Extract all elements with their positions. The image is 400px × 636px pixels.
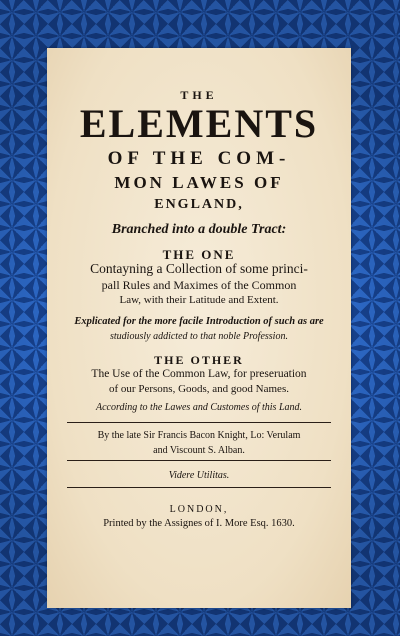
title-page [47, 48, 351, 608]
imprint-printer: Printed by the Assignes of I. More Esq. 1630. [103, 518, 295, 529]
divider-rule [67, 460, 331, 461]
title-line-the: THE [180, 88, 218, 102]
divider-rule [67, 487, 331, 488]
title-line-mon-lawes: MON LAWES OF [114, 173, 284, 192]
according-line: According to the Lawes and Customes of this Land. [95, 402, 303, 413]
section-one-line-3: Law, with their Latitude and Extent. [119, 294, 279, 306]
title-elements: ELEMENTS [79, 101, 319, 146]
section-heading-the-other: THE OTHER [154, 353, 244, 367]
section-other-line-1: The Use of the Common Law, for preseruation [91, 368, 307, 380]
explicated-line-2: studiously addicted to that noble Profession. [110, 331, 288, 342]
section-one-line-2: pall Rules and Maximes of the Common [101, 278, 297, 292]
subtitle-branched: Branched into a double Tract: [111, 222, 287, 237]
divider-rule [67, 422, 331, 423]
title-line-of-the-com: OF THE COM- [107, 148, 291, 169]
section-one-line-1: Contayning a Collection of some princi- [90, 261, 308, 276]
author-line-1: By the late Sir Francis Bacon Knight, Lo: Verulam [97, 430, 301, 441]
section-heading-the-one: THE ONE [162, 247, 236, 262]
author-line-2: and Viscount S. Alban. [153, 445, 245, 456]
section-other-line-2: of our Persons, Goods, and good Names. [109, 383, 289, 395]
imprint-place: LONDON, [169, 504, 229, 515]
explicated-line-1: Explicated for the more facile Introduction of such as are [74, 316, 324, 327]
title-line-england: ENGLAND, [154, 197, 244, 212]
motto: Videre Utilitas. [168, 470, 230, 481]
